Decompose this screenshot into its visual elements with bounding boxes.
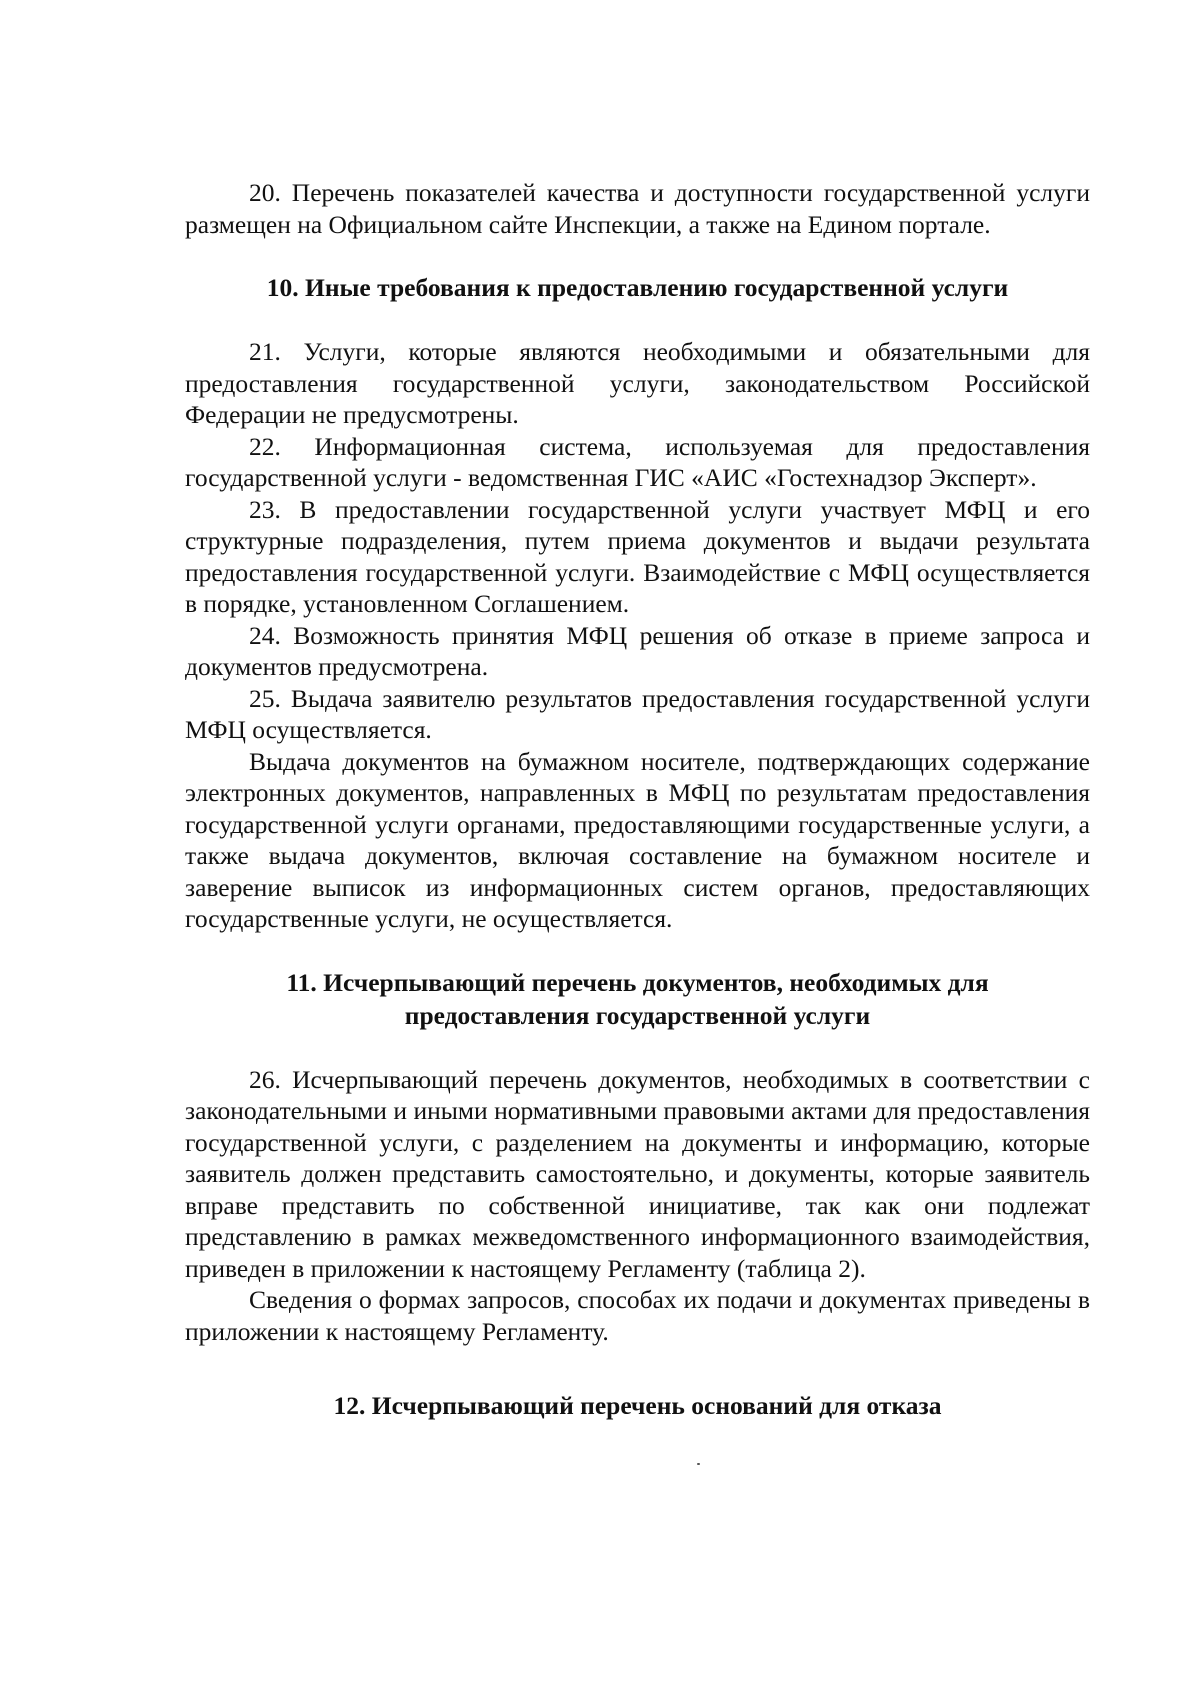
paragraph-20: 20. Перечень показателей качества и доступности государственной услуги размещен на Официальном сайте Инспекции, а также на Едином портале. [185,178,1090,239]
paragraph-26-continued: Сведения о формах запросов, способах их подачи и документах приведены в приложении к настоящему Регламенту. [185,1285,1090,1346]
spacer [185,1032,1090,1064]
section-heading-10: 10. Иные требования к предоставлению государственной услуги [266,273,1009,302]
spacer [185,1347,1090,1389]
spacer [185,935,1090,966]
spacer [185,304,1090,336]
paragraph-22: 22. Информационная система, используемая для предоставления государственной услуги - ведомственная ГИС «АИС «Гостехнадзор Эксперт». [185,431,1090,492]
paragraph-25-continued: Выдача документов на бумажном носителе, подтверждающих содержание электронных документов, направленных в МФЦ по результатам предоставления государственной услуги органами, предоставляющими государственные услуги, а также выдача документов, включая составление на бумажном носителе и заверение выписок из информационных систем органов, предоставляющих государственные услуги, не осуществляется. [185,746,1090,933]
paragraph-25: 25. Выдача заявителю результатов предоставления государственной услуги МФЦ осуществляется. [185,683,1090,744]
section-heading-11: 11. Исчерпывающий перечень документов, необходимых для предоставления государственной услуги [286,967,989,1030]
paragraph-21: 21. Услуги, которые являются необходимыми и обязательными для предоставления государственной услуги, законодательством Российской Федерации не предусмотрены. [185,337,1090,429]
paragraph-24: 24. Возможность принятия МФЦ решения об отказе в приеме запроса и документов предусмотрена. [185,620,1090,681]
paragraph-26: 26. Исчерпывающий перечень документов, необходимых в соответствии с законодательными и иными нормативными правовыми актами для предоставления государственной услуги, с разделением на документы и информацию, которые заявитель должен представить самостоятельно, и документы, которые заявитель вправе представить по собственной инициативе, так как они подлежат представлению в рамках межведомственного информационного взаимодействия, приведен в приложении к настоящему Регламенту (таблица 2). [185,1064,1090,1283]
document-body [185,177,1090,1422]
paragraph-23: 23. В предоставлении государственной услуги участвует МФЦ и его структурные подразделения, путем приема документов и выдачи результата предоставления государственной услуги. Взаимодействие с МФЦ осуществляется в порядке, установленном Соглашением. [185,494,1090,618]
scan-speck [697,1463,700,1465]
spacer [185,240,1090,271]
section-heading-12: 12. Исчерпывающий перечень оснований для отказа [333,1391,942,1420]
